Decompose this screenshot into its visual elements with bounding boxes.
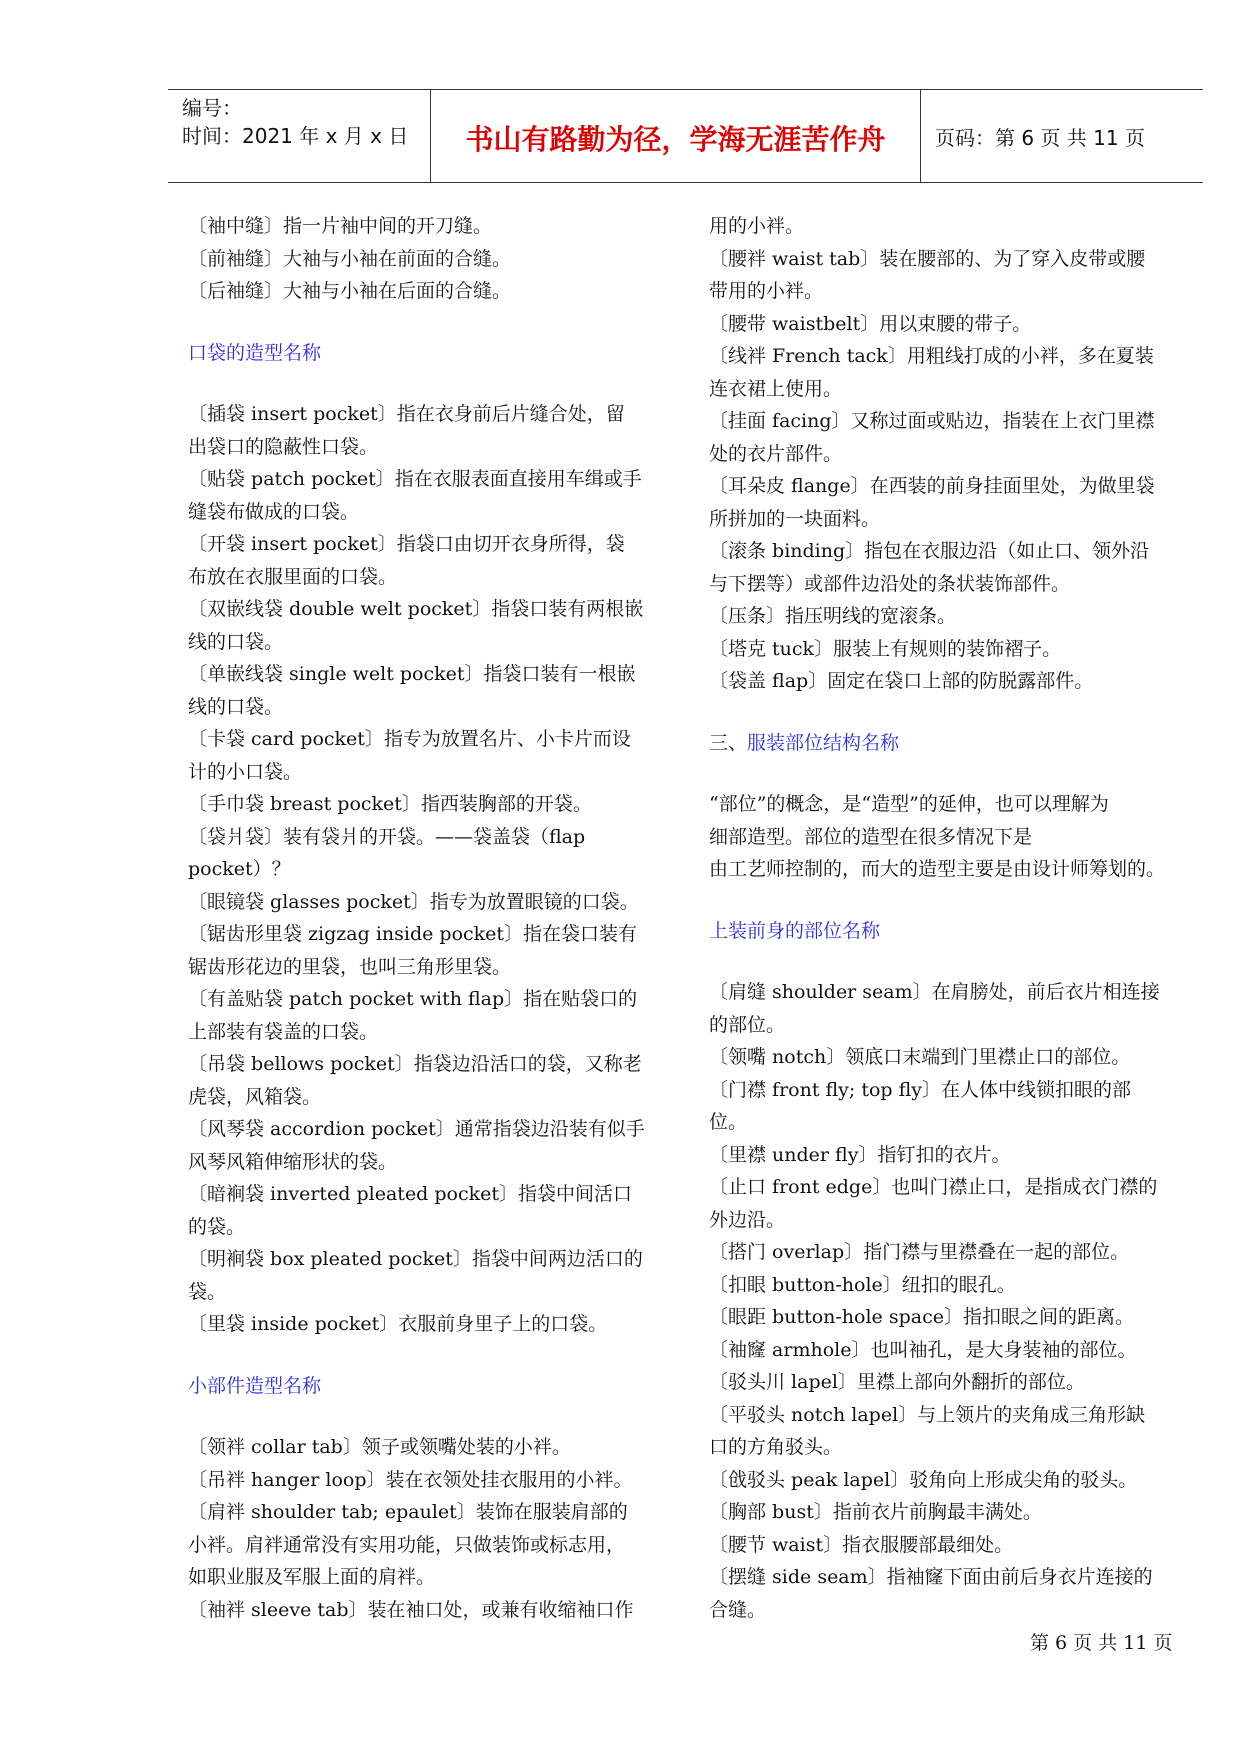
text-line: 〔里襟 under fly〕指钉扣的衣片。 [709,1143,1011,1166]
text-line: 〔有盖贴袋 patch pocket with flap〕指在贴袋口的 [188,988,638,1010]
blank-line [188,1341,668,1370]
text-line: 〔肩袢 shoulder tab; epaulet〕装饰在服装肩部的 [188,1501,628,1523]
header-page-info: 页码：第 6 页 共 11 页 [935,126,1145,150]
text-line: 〔前袖缝〕大袖与小袖在前面的合缝。 [188,247,512,270]
page-footer: 第 6 页 共 11 页 [1030,1632,1173,1654]
text-line: 〔插袋 insert pocket〕指在衣身前后片缝合处，留 [188,403,625,425]
text-line: 外边沿。 [709,1208,786,1231]
text-line: 〔开袋 insert pocket〕指袋口由切开衣身所得，袋 [188,533,625,555]
text-line: 虎袋，风箱袋。 [188,1085,322,1108]
header-page-cell [921,90,1203,182]
document-date: 时间：2021 年 x 月 x 日 [182,124,409,148]
text-line: 线的口袋。 [188,695,284,718]
text-line: 〔滚条 binding〕指包在衣服边沿（如止口、领外沿 [709,540,1150,562]
text-line: 连衣裙上使用。 [709,377,843,400]
text-line: 〔止口 front edge〕也叫门襟止口，是指成衣门襟的 [709,1176,1158,1198]
section-heading-text: 服装部位结构名称 [747,731,900,754]
text-line: 〔平驳头 notch lapel〕与上领片的夹角成三角形缺 [709,1403,1146,1426]
text-line: 细部造型。部位的造型在很多情况下是 [709,825,1033,848]
text-line: 〔袋爿袋〕装有袋爿的开袋。——袋盖袋（flap [188,825,586,848]
text-line: 〔胸部 bust〕指前衣片前胸最丰满处。 [709,1501,1042,1523]
text-line: 〔塔克 tuck〕服装上有规则的装饰褶子。 [709,637,1062,660]
blank-line [188,369,668,398]
text-line: 小袢。肩袢通常没有实用功能，只做装饰或标志用， [188,1533,626,1556]
text-line: 位。 [709,1111,748,1133]
text-line: 〔戗驳头 peak lapel〕驳角向上形成尖角的驳头。 [709,1468,1138,1491]
text-line: 〔领嘴 notch〕领底口末端到门里襟止口的部位。 [709,1046,1131,1068]
text-line: 〔袖中缝〕指一片袖中间的开刀缝。 [188,215,493,237]
text-line: 〔手巾袋 breast pocket〕指西装胸部的开袋。 [188,793,592,815]
text-line: 合缝。 [709,1598,767,1621]
text-line: 由工艺师控制的，而大的造型主要是由设计师筹划的。 [709,858,1166,880]
text-line: 〔搭门 overlap〕指门襟与里襟叠在一起的部位。 [709,1241,1130,1263]
left-column [188,210,668,1626]
blank-line [709,759,1189,788]
blank-line [709,886,1189,915]
text-line: 与下摆等）或部件边沿处的条状装饰部件。 [709,572,1071,595]
text-line: 〔暗裥袋 inverted pleated pocket〕指袋中间活口 [188,1183,633,1205]
blank-line [188,1402,668,1431]
section-heading: 小部件造型名称 [188,1374,322,1397]
text-line: 〔贴袋 patch pocket〕指在衣服表面直接用车缉或手 [188,468,642,490]
text-line: 线的口袋。 [188,630,284,653]
text-line: 用的小袢。 [709,215,805,237]
blank-line [709,698,1189,727]
text-line: 〔挂面 facing〕又称过面或贴边，指装在上衣门里襟 [709,410,1155,432]
header-motto: 书山有路勤为径，学海无涯苦作舟 [465,123,886,156]
text-line: 〔明裥袋 box pleated pocket〕指袋中间两边活口的 [188,1248,643,1270]
text-line: 〔袋盖 flap〕固定在袋口上部的防脱露部件。 [709,670,1094,692]
text-line: 〔门襟 front fly; top fly〕在人体中线锁扣眼的部 [709,1078,1132,1101]
page-header [168,89,1203,183]
text-line: 〔后袖缝〕大袖与小袖在后面的合缝。 [188,280,512,302]
text-line: 〔眼镜袋 glasses pocket〕指专为放置眼镜的口袋。 [188,890,639,913]
header-motto-cell [431,90,921,182]
text-line: 〔压条〕指压明线的宽滚条。 [709,605,957,627]
text-line: 〔风琴袋 accordion pocket〕通常指袋边沿装有似手 [188,1118,645,1140]
text-line: 〔单嵌线袋 single welt pocket〕指袋口装有一根嵌 [188,663,636,685]
header-meta-cell [168,90,431,182]
text-line: 〔卡袋 card pocket〕指专为放置名片、小卡片而设 [188,728,631,750]
text-line: 〔吊袋 bellows pocket〕指袋边沿活口的袋，又称老 [188,1053,642,1075]
text-line: 处的衣片部件。 [709,442,843,465]
text-line: 的袋。 [188,1215,246,1238]
text-line: 〔扣眼 button-hole〕纽扣的眼孔。 [709,1273,1016,1296]
text-line: 〔领袢 collar tab〕领子或领嘴处装的小袢。 [188,1436,571,1458]
text-line: 〔腰袢 waist tab〕装在腰部的、为了穿入皮带或腰 [709,247,1146,270]
text-line: 〔摆缝 side seam〕指袖窿下面由前后身衣片连接的 [709,1566,1153,1588]
text-line: 〔里袋 inside pocket〕衣服前身里子上的口袋。 [188,1313,608,1335]
text-line: pocket）？ [188,858,291,880]
text-line: 布放在衣服里面的口袋。 [188,565,398,588]
text-line: 锯齿形花边的里袋，也叫三角形里袋。 [188,955,512,978]
text-line: 带用的小袢。 [709,280,824,302]
text-line: 上部装有袋盖的口袋。 [188,1020,379,1043]
text-line: 袋。 [188,1280,227,1303]
section-heading: 上装前身的部位名称 [709,919,881,942]
text-line: 〔吊袢 hanger loop〕装在衣领处挂衣服用的小袢。 [188,1468,633,1491]
text-line: 风琴风箱伸缩形状的袋。 [188,1150,398,1173]
text-line: 〔双嵌线袋 double welt pocket〕指袋口装有两根嵌 [188,598,644,620]
text-line: 〔袖窿 armhole〕也叫袖孔，是大身装袖的部位。 [709,1338,1137,1361]
document-number-label: 编号： [182,96,242,120]
text-line: 如职业服及军服上面的肩袢。 [188,1566,436,1588]
blank-line [188,308,668,337]
text-line: 缝袋布做成的口袋。 [188,500,360,523]
text-line: 的部位。 [709,1013,786,1036]
text-line: 计的小口袋。 [188,760,303,783]
text-line: 〔锯齿形里袋 zigzag inside pocket〕指在袋口装有 [188,923,638,945]
text-line: 〔驳头川 lapel〕里襟上部向外翻折的部位。 [709,1371,1085,1393]
text-line: 〔眼距 button-hole space〕指扣眼之间的距离。 [709,1306,1134,1328]
blank-line [709,947,1189,976]
text-line: 〔腰带 waistbelt〕用以束腰的带子。 [709,312,1032,335]
text-line: 〔耳朵皮 flange〕在西装的前身挂面里处，为做里袋 [709,475,1155,497]
section-number: 三、 [709,731,748,754]
section-heading: 口袋的造型名称 [188,341,322,364]
text-line: 出袋口的隐蔽性口袋。 [188,435,379,458]
text-line: 〔肩缝 shoulder seam〕在肩膀处，前后衣片相连接 [709,981,1160,1003]
text-line: 〔线袢 French tack〕用粗线打成的小袢，多在夏装 [709,345,1154,367]
text-line: 〔腰节 waist〕指衣服腰部最细处。 [709,1533,1014,1556]
right-column [709,210,1189,1626]
text-line: 所拼加的一块面料。 [709,507,881,530]
text-line: 口的方角驳头。 [709,1436,843,1458]
section-heading [709,727,1189,760]
text-line: 〔袖袢 sleeve tab〕装在袖口处，或兼有收缩袖口作 [188,1598,634,1621]
text-line: “部位”的概念，是“造型”的延伸，也可以理解为 [709,793,1109,815]
